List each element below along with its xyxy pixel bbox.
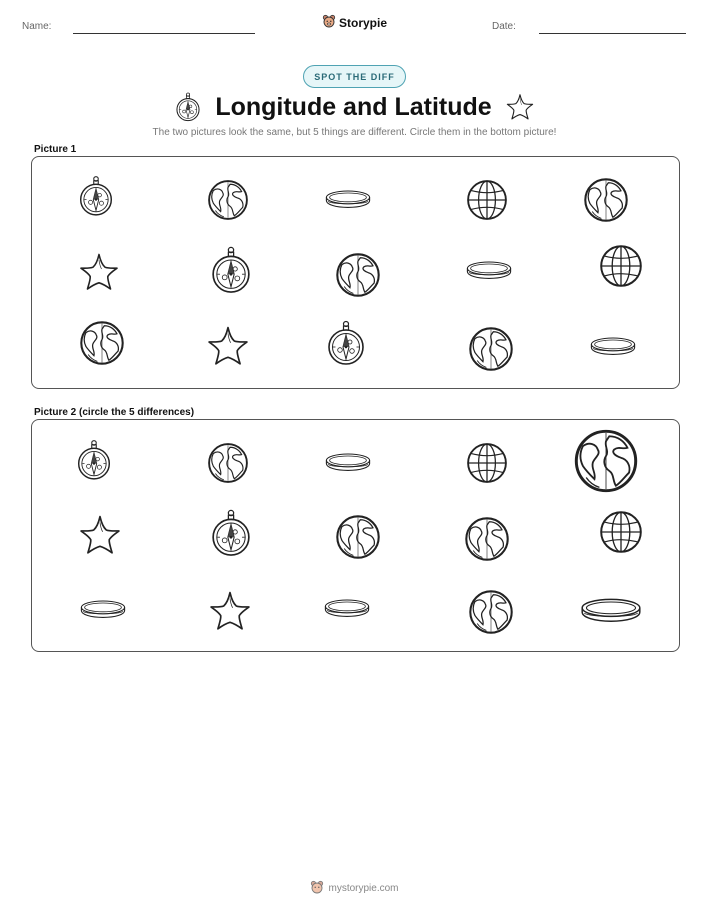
brand-logo <box>322 14 387 31</box>
footer <box>0 880 709 897</box>
star-icon <box>506 93 534 121</box>
title-row <box>0 90 709 124</box>
ring-icon <box>324 185 372 213</box>
star-icon[interactable] <box>209 590 251 632</box>
earth-globe-icon[interactable] <box>464 516 510 562</box>
earth-globe-icon <box>207 179 249 221</box>
star-icon <box>207 325 249 367</box>
picture2-label: Picture 2 (circle the 5 differences) <box>34 407 195 418</box>
earth-globe-icon[interactable] <box>335 514 381 560</box>
ring-icon[interactable] <box>579 593 643 627</box>
name-label: Name: <box>22 21 52 32</box>
brand-name: Storypie <box>339 15 388 30</box>
grid-globe-icon[interactable] <box>466 442 508 484</box>
earth-globe-icon <box>583 177 629 223</box>
ring-icon <box>465 255 513 285</box>
compass-icon[interactable] <box>210 508 252 558</box>
name-line[interactable] <box>73 33 255 34</box>
star-icon <box>79 252 119 292</box>
ring-icon[interactable] <box>324 448 372 476</box>
instructions: The two pictures look the same, but 5 things are different. Circle them in the bottom picture! <box>152 127 557 138</box>
earth-globe-icon <box>468 326 514 372</box>
ring-icon[interactable] <box>79 595 127 623</box>
spot-the-diff-badge: SPOT THE DIFF <box>303 65 406 88</box>
compass-icon <box>210 245 252 295</box>
compass-icon <box>326 320 366 366</box>
earth-globe-icon[interactable] <box>468 589 514 635</box>
ring-icon <box>589 332 637 360</box>
storypie-bear-icon <box>322 14 336 31</box>
date-label: Date: <box>492 21 516 32</box>
grid-globe-icon[interactable] <box>599 510 643 554</box>
compass-icon <box>78 173 114 219</box>
date-line[interactable] <box>539 33 686 34</box>
compass-icon <box>175 92 201 122</box>
picture1-label: Picture 1 <box>34 144 77 155</box>
earth-globe-icon[interactable] <box>207 442 249 484</box>
storypie-bear-icon <box>310 880 324 897</box>
star-icon[interactable] <box>79 514 121 556</box>
footer-url[interactable]: mystorypie.com <box>328 883 399 894</box>
compass-icon[interactable] <box>76 437 112 483</box>
earth-globe-icon[interactable] <box>573 428 639 494</box>
earth-globe-icon <box>79 320 125 366</box>
earth-globe-icon <box>335 252 381 298</box>
ring-icon[interactable] <box>323 594 371 622</box>
page-title: Longitude and Latitude <box>215 92 492 121</box>
grid-globe-icon <box>466 179 508 221</box>
picture1-panel <box>31 156 680 389</box>
grid-globe-icon <box>599 244 643 288</box>
picture2-panel[interactable] <box>31 419 680 652</box>
